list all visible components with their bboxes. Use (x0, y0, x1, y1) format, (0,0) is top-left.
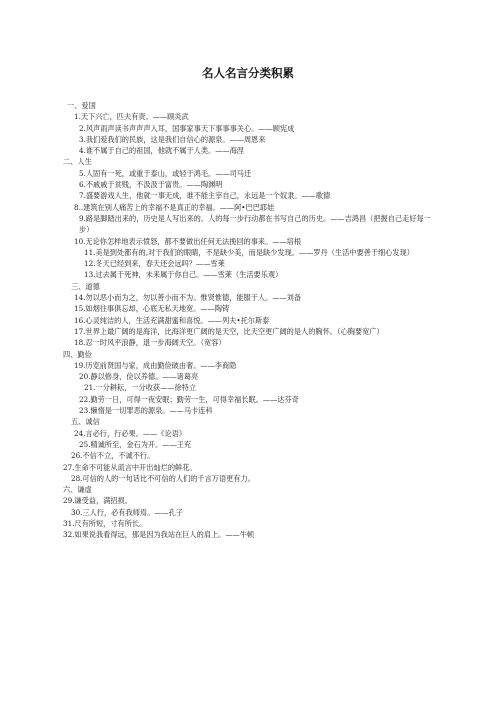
quote-line: 20.静以修身，俭以养德。——诸葛亮 (79, 372, 199, 382)
page-title: 名人名言分类积累 (202, 66, 294, 80)
quote-line: 18.忍一时风平浪静，退一步海阔天空。（宽容） (74, 338, 226, 348)
quote-line: 4.谁不属于自己的祖国，他就不属于人类。——海涅 (79, 146, 244, 156)
quote-line: 22.勤劳一日，可得一夜安眠；勤劳一生，可得幸福长眠。——达芬奇 (79, 394, 299, 404)
quote-line: 19.历览前贤国与家，成由勤俭破由奢。——李商隐 (74, 360, 237, 370)
quote-line: 26.不信不立，不诚不行。 (71, 451, 155, 461)
quote-line: 15.如烟往事俱忘却，心底无私天地宽。——陶铸 (74, 304, 230, 314)
quote-line: 3.我们爱我们的民族，这是我们自信心的源泉。——周恩来 (79, 134, 266, 144)
quote-line: 27.生命不可能从谎言中开出灿烂的鲜花。 (63, 462, 197, 472)
section-heading: 四、勤俭 (63, 349, 92, 359)
quote-line: 13.过去属于死神，未来属于你自己。——雪莱（生活要乐观） (84, 270, 283, 280)
quote-line: 5.人固有一死，或重于泰山，或轻于鸿毛。——司马迁 (79, 168, 252, 178)
quote-line: 8..建筑在别人痛苦上的幸福不是真正的幸福。——阿•巴巴耶娃 (74, 202, 275, 212)
quote-line: 7.盛要游戏人生，他就一事无成，谁不能主宰自己，永远是一个奴隶。——歌德 (79, 191, 331, 201)
quote-line: 12.冬天已经到来，春天还会远吗？——雪莱 (84, 259, 225, 269)
section-heading: 三、道德 (71, 281, 100, 291)
quote-line: 16.心灵纯洁的人，生活充满甜蜜和喜悦。——列夫•托尔斯泰 (74, 315, 270, 325)
quote-line: 29.谦受益，满招损。 (63, 496, 132, 506)
quote-line: 32.如果说我看得远，那是因为我站在巨人的肩上。——牛顿 (63, 530, 255, 540)
quote-line: 25.精诚所至，金石为开。——王充 (79, 439, 192, 449)
section-heading: 五、诚信 (71, 417, 100, 427)
quote-line: 23.懒惰是一切罪恶的源泉。——马卡连科 (79, 406, 213, 416)
document-body (63, 100, 433, 541)
quote-line: 30.三人行，必有我师焉。——孔子 (71, 507, 184, 517)
section-heading: 六、谦虚 (63, 485, 92, 495)
quote-line: 21.一分耕耘，一分收获——徐特立 (84, 383, 197, 393)
quote-line: 31.尺有所短，寸有所长。 (63, 518, 147, 528)
quote-line: 10.无论你怎样地表示愤怒，都不要做出任何无法挽回的事来。——培根 (74, 236, 302, 246)
section-heading: 一、爱国 (67, 101, 96, 110)
quote-line: 24.言必行，行必果。——《论语》 (74, 428, 187, 438)
section-heading: 二、人生 (63, 157, 92, 167)
quote-line: 11.美是到处都有的,对于我们的眼睛，不是缺少美，而是缺少发现。——罗丹（生活中要善于细心发现） (84, 247, 414, 257)
quote-line: 17.世界上最广阔的是海洋，比海洋更广阔的是天空，比天空更广阔的是人的胸怀。（心胸要宽广） (74, 326, 384, 336)
quote-line: 9.路是脚踏出来的，历史是人写出来的。人的每一步行动都在书写自己的历史。——吉鸿昌（把握自己走好每一步） (79, 213, 431, 235)
quote-line: 2.风声雨声读书声声声入耳，国事家事天下事事事关心。——顾宪成 (79, 123, 295, 133)
quote-line: 6.不戚戚于贫贱，不汲汲于富贵。——陶渊明 (79, 180, 223, 190)
quote-line: 1.天下兴亡，匹夫有责。——顾炎武 (74, 112, 189, 122)
quote-line: 28.可信的人的一句话比不可信的人们的千言万语更有力。 (71, 473, 255, 483)
quote-line: 14.勿以恶小而为之，勿以善小而不为。惟贤惟德，能服于人。——刘备 (74, 293, 302, 303)
